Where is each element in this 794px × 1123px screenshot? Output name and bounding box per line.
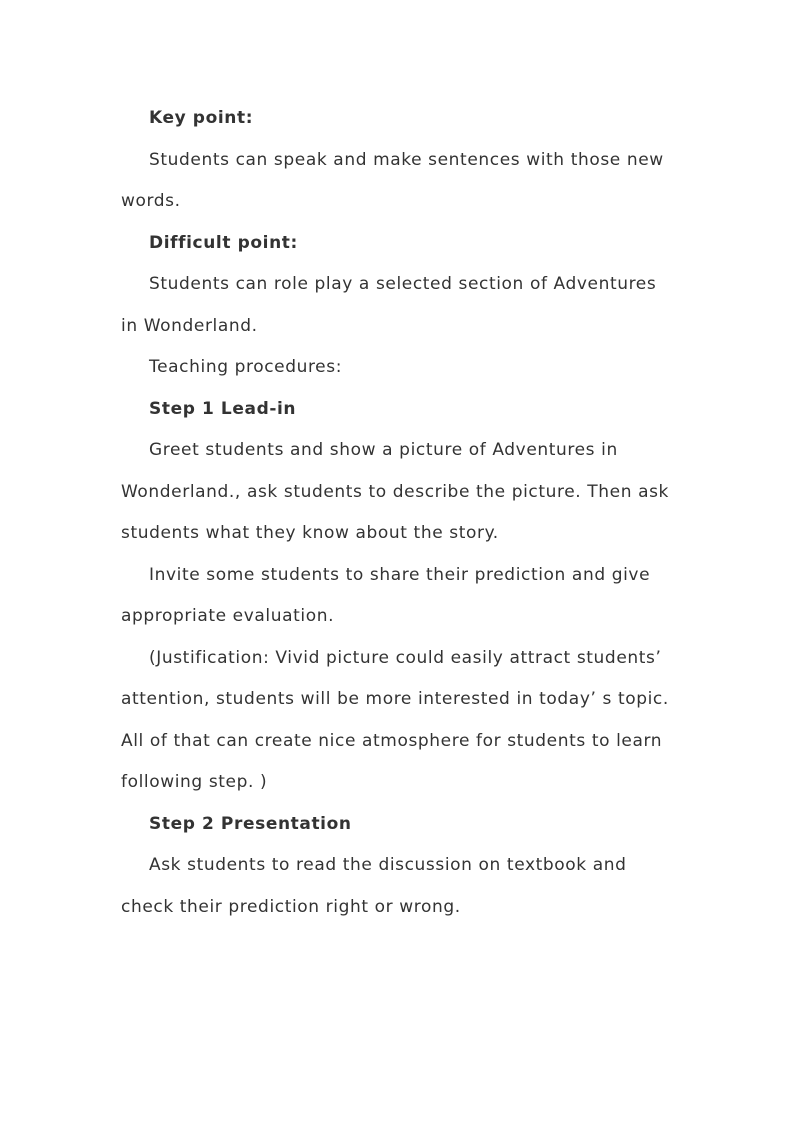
step-2-heading: Step 2 Presentation [149,813,352,834]
step-1-invite-paragraph: Invite some students to share their prediction and give appropriate evaluation. [121,564,651,626]
difficult-point-text: Students can role play a selected section of Adventures in Wonderland. [121,274,657,336]
teaching-procedures-label: Teaching procedures: [149,357,343,377]
key-point-heading: Key point: [149,108,254,128]
step-1-heading: Step 1 Lead-in [149,398,297,419]
step-1-greet-paragraph: Greet students and show a picture of Adventures in Wonderland., ask students to describe the picture. Then ask students what they know about the story. [121,440,670,543]
document-body [121,98,676,928]
key-point-text: Students can speak and make sentences with those new words. [121,149,664,211]
step-2-ask-paragraph: Ask students to read the discussion on textbook and check their prediction right or wrong. [121,855,627,917]
difficult-point-heading: Difficult point: [149,232,298,253]
step-1-justification-paragraph: (Justification: Vivid picture could easily attract students’ attention, students will be more interested in today’ s topic. All of that can create nice atmosphere for students to learn following step. ) [121,647,669,792]
